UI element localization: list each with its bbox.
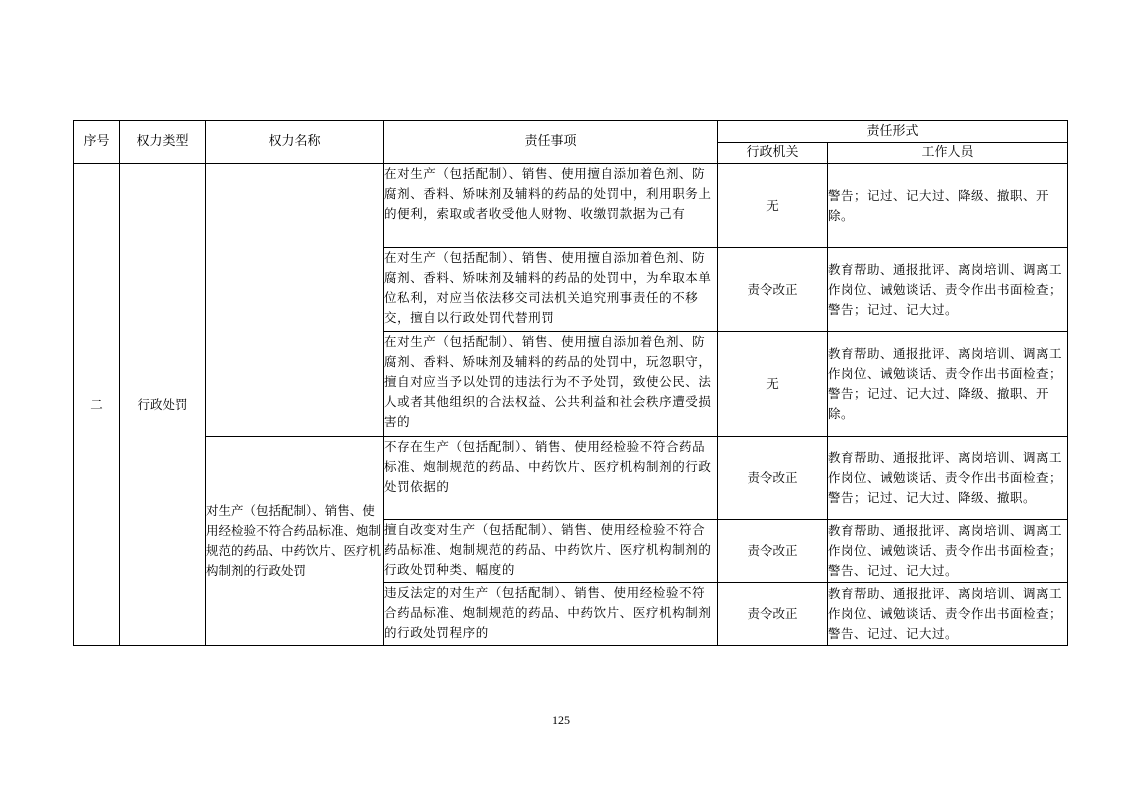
header-power-name: 权力名称 xyxy=(206,121,384,164)
staff-cell: 教育帮助、通报批评、离岗培训、调离工作岗位、诫勉谈话、责令作出书面检查；警告；记过、记大过、降级、撤职、开除。 xyxy=(828,332,1068,437)
header-seq: 序号 xyxy=(74,121,120,164)
header-agency: 行政机关 xyxy=(718,143,828,164)
power-type-cell: 行政处罚 xyxy=(120,164,206,646)
header-staff: 工作人员 xyxy=(828,143,1068,164)
matter-cell: 违反法定的对生产（包括配制）、销售、使用经检验不符合药品标准、炮制规范的药品、中药饮片、医疗机构制剂的行政处罚程序的 xyxy=(384,583,718,646)
power-name-cell xyxy=(206,164,384,437)
agency-cell: 责令改正 xyxy=(718,583,828,646)
matter-cell: 不存在生产（包括配制）、销售、使用经检验不符合药品标准、炮制规范的药品、中药饮片、医疗机构制剂的行政处罚依据的 xyxy=(384,437,718,520)
agency-cell: 责令改正 xyxy=(718,248,828,332)
table-row xyxy=(74,164,1068,248)
agency-cell: 责令改正 xyxy=(718,437,828,520)
seq-cell: 二 xyxy=(74,164,120,646)
staff-cell: 教育帮助、通报批评、离岗培训、调离工作岗位、诫勉谈话、责令作出书面检查；警告、记过、记大过。 xyxy=(828,520,1068,583)
header-power-type: 权力类型 xyxy=(120,121,206,164)
header-responsibility-forms: 责任形式 xyxy=(718,121,1068,143)
agency-cell: 无 xyxy=(718,164,828,248)
agency-cell: 责令改正 xyxy=(718,520,828,583)
responsibility-table xyxy=(73,120,1068,646)
page-number: 125 xyxy=(552,713,570,727)
agency-cell: 无 xyxy=(718,332,828,437)
table-row xyxy=(74,437,1068,520)
power-name-cell: 对生产（包括配制）、销售、使用经检验不符合药品标准、炮制规范的药品、中药饮片、医疗机构制剂的行政处罚 xyxy=(206,437,384,646)
header-matters: 责任事项 xyxy=(384,121,718,164)
staff-cell: 教育帮助、通报批评、离岗培训、调离工作岗位、诫勉谈话、责令作出书面检查；警告；记过、记大过、降级、撤职。 xyxy=(828,437,1068,520)
staff-cell: 教育帮助、通报批评、离岗培训、调离工作岗位、诫勉谈话、责令作出书面检查；警告；记过、记大过。 xyxy=(828,248,1068,332)
matter-cell: 擅自改变对生产（包括配制）、销售、使用经检验不符合药品标准、炮制规范的药品、中药饮片、医疗机构制剂的行政处罚种类、幅度的 xyxy=(384,520,718,583)
matter-cell: 在对生产（包括配制）、销售、使用擅自添加着色剂、防腐剂、香料、矫味剂及辅料的药品的处罚中，为牟取本单位私利，对应当依法移交司法机关追究刑事责任的不移交，擅自以行政处罚代替刑罚 xyxy=(384,248,718,332)
staff-cell: 教育帮助、通报批评、离岗培训、调离工作岗位、诫勉谈话、责令作出书面检查；警告、记过、记大过。 xyxy=(828,583,1068,646)
matter-cell: 在对生产（包括配制）、销售、使用擅自添加着色剂、防腐剂、香料、矫味剂及辅料的药品的处罚中，玩忽职守，擅自对应当予以处罚的违法行为不予处罚，致使公民、法人或者其他组织的合法权益、公共利益和社会秩序遭受损害的 xyxy=(384,332,718,437)
matter-cell: 在对生产（包括配制）、销售、使用擅自添加着色剂、防腐剂、香料、矫味剂及辅料的药品的处罚中，利用职务上的便利，索取或者收受他人财物、收缴罚款据为己有 xyxy=(384,164,718,248)
staff-cell: 警告；记过、记大过、降级、撤职、开除。 xyxy=(828,164,1068,248)
